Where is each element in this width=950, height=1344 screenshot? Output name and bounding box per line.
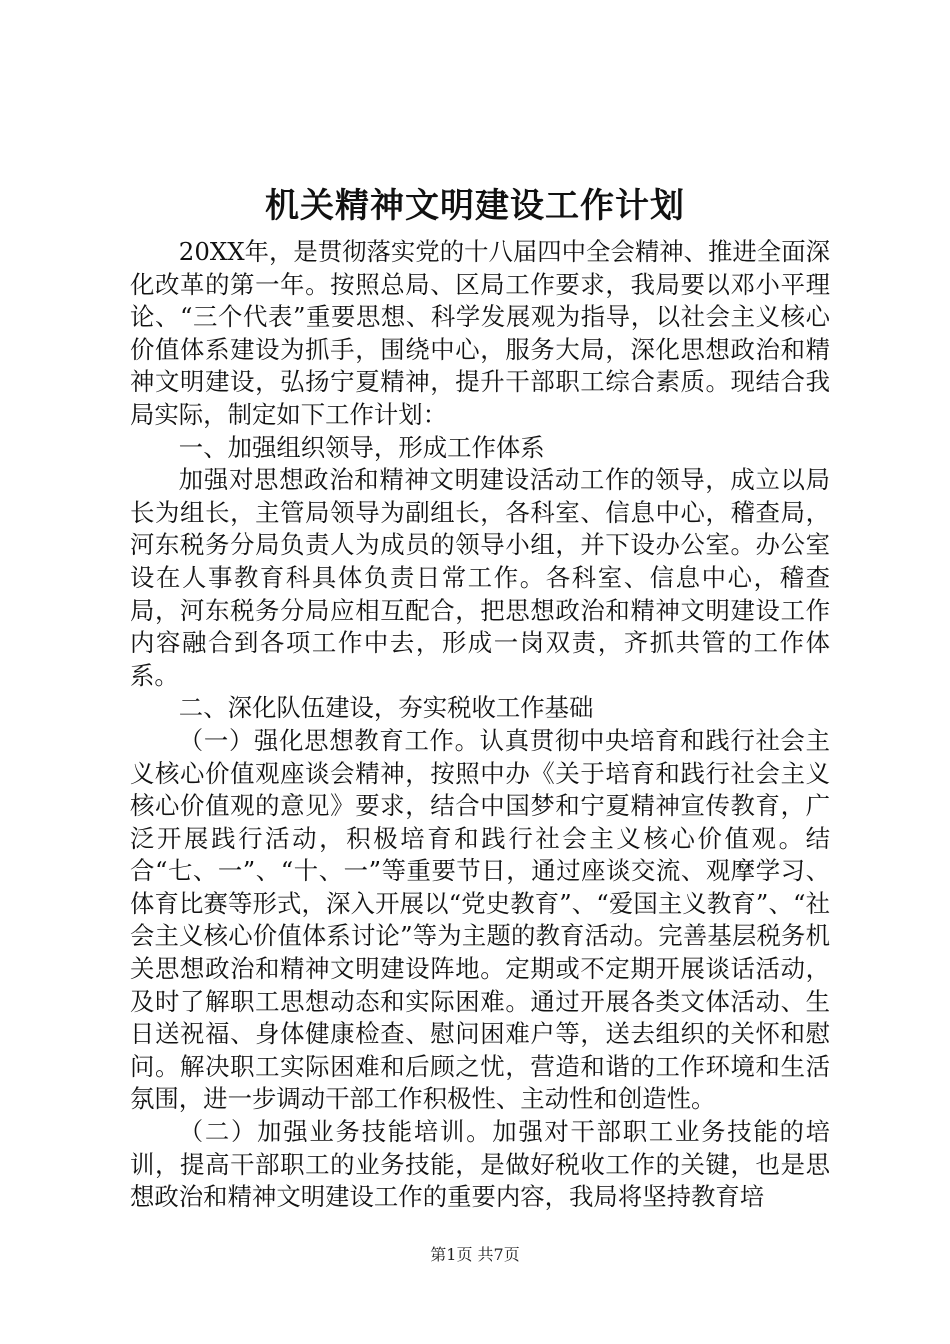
section-heading-1: 一、加强组织领导，形成工作体系: [178, 432, 545, 462]
page-footer: 第1页 共7页: [430, 1245, 520, 1264]
document-title: 机关精神文明建设工作计划: [265, 186, 685, 226]
paragraph-skills-training: （二）加强业务技能培训。加强对干部职工业务技能的培训，提高干部职工的业务技能，是做好税收工作的关键，也是思想政治和精神文明建设工作的重要内容，我局将坚持教育培: [130, 1117, 830, 1212]
paragraph-ideology-education: （一）强化思想教育工作。认真贯彻中央培育和践行社会主义核心价值观座谈会精神，按照中办《关于培育和践行社会主义核心价值观的意见》要求，结合中国梦和宁夏精神宣传教育，广泛开展践行活动，积极培育和践行社会主义核心价值观。结合“七、一”、“十、一”等重要节日，通过座谈交流、观摩学习、体育比赛等形式，深入开展以“党史教育”、“爱国主义教育”、“社会主义核心价值体系讨论”等为主题的教育活动。完善基层税务机关思想政治和精神文明建设阵地。定期或不定期开展谈话活动，及时了解职工思想动态和实际困难。通过开展各类文体活动、生日送祝福、身体健康检查、慰问困难户等，送去组织的关怀和慰问。解决职工实际困难和后顾之忧，营造和谐的工作环境和生活氛围，进一步调动干部工作积极性、主动性和创造性。: [130, 725, 830, 1114]
document-body: [130, 236, 830, 1214]
paragraph-intro: 20XX年，是贯彻落实党的十八届四中全会精神、推进全面深化改革的第一年。按照总局、区局工作要求，我局要以邓小平理论、“三个代表”重要思想、科学发展观为指导，以社会主义核心价值体系建设为抓手，围绕中心，服务大局，深化思想政治和精神文明建设，弘扬宁夏精神，提升干部职工综合素质。现结合我局实际，制定如下工作计划：: [130, 237, 830, 429]
paragraph-organization: 加强对思想政治和精神文明建设活动工作的领导，成立以局长为组长，主管局领导为副组长，各科室、信息中心，稽查局，河东税务分局负责人为成员的领导小组，并下设办公室。办公室设在人事教育科具体负责日常工作。各科室、信息中心，稽查局，河东税务分局应相互配合，把思想政治和精神文明建设工作内容融合到各项工作中去，形成一岗双责，齐抓共管的工作体系。: [130, 465, 830, 690]
section-heading-2: 二、深化队伍建设，夯实税收工作基础: [178, 693, 594, 723]
